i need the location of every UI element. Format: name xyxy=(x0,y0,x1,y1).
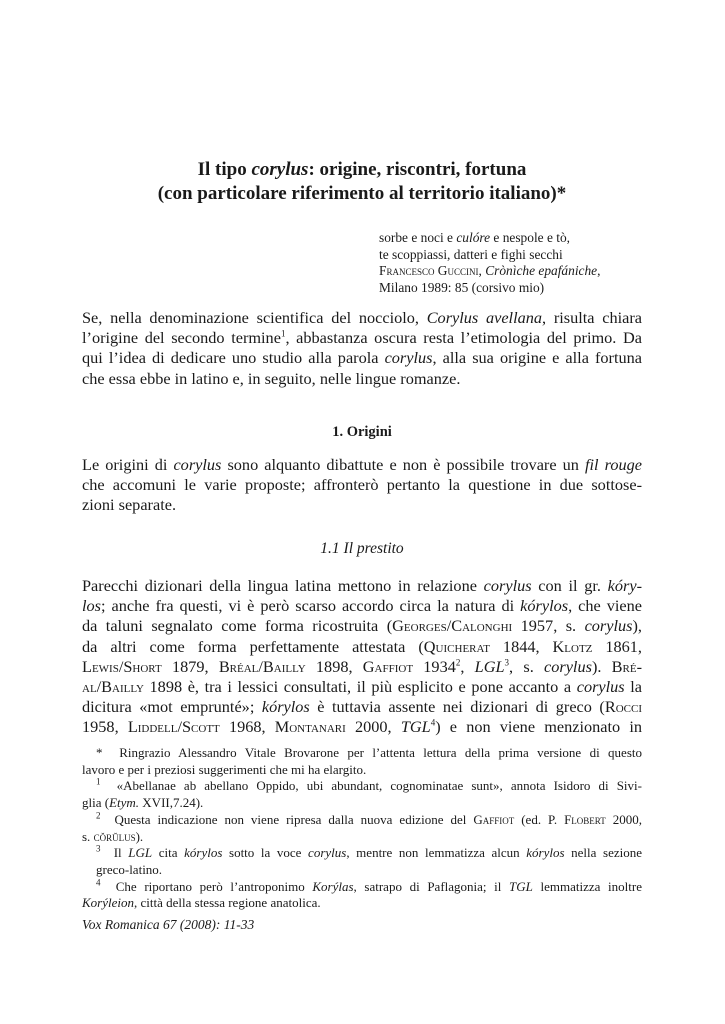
origini-paragraph: Le origini di corylus sono alquanto dibattute e non è possibile trovare un fil rouge che accomuni le varie proposte; affronterò pertanto la questione in due sottose- zioni separate. xyxy=(82,455,642,515)
subsection-heading: 1.1 Il prestito xyxy=(320,540,404,557)
prestito-paragraph: Parecchi dizionari della lingua latina mettono in relazione corylus con il gr. kóry- los; anche fra questi, vi è però scarso accordo circa la natura di kórylos, che viene da taluni segnalato come forma ricostruita (Georges/Calonghi 1957, s. corylus), da altri come forma perfettamente attestata (Quicherat 1844, Klotz 1861, Lewis/Short 1879, Bréal/Bailly 1898, Gaffiot 1934$^2$, LGL$^3$, s. corylus). Bré- al/Bailly 1898 è, tra i lessici consultati, il più esplicito e pone accanto a corylus la dicitura «mot emprunté»; kórylos è tuttavia assente nei dizionari di greco (Rocci 1958, Liddell/Scott 1968, Montanari 2000, TGL$^4$) e non viene menzionato in xyxy=(82,576,643,737)
journal-footer: Vox Romanica 67 (2008): 11-33 xyxy=(82,917,255,932)
footnote-ref[interactable]: 2 xyxy=(455,657,461,668)
epigraph-citation-date: Milano 1989: 85 (corsivo mio) xyxy=(379,279,545,295)
title-line-2: (con particolare riferimento al territorio italiano)* xyxy=(157,183,567,204)
epigraph-line: te scoppiassi, datteri e fighi secchi xyxy=(379,246,563,262)
article-title xyxy=(82,158,642,206)
footnote-star: * Ringrazio Alessandro Vitale Brovarone per l’attenta lettura della prima versione di questo lavoro e per i preziosi suggerimenti che mi ha elargito. xyxy=(82,745,642,777)
epigraph-citation: Francesco Guccini, Crònìche epafániche, xyxy=(379,263,601,278)
footnote-1: $^1$ «Abellanae ab abellano Oppido, ubi abundant, cognominatae sunt», annota Isidoro di Sivi- glia (Etym. XVII,7.24). xyxy=(82,777,642,811)
footnote-ref[interactable]: 3 xyxy=(504,657,510,668)
footnote-3: $^3$ Il LGL cita kórylos sotto la voce corylus, mentre non lemmatizza alcun kórylos nella sezione greco-latino. xyxy=(96,843,643,877)
epigraph-line: sorbe e noci e culóre e nespole e tò, xyxy=(379,230,571,245)
epigraph xyxy=(379,230,649,296)
section-heading: 1. Origini xyxy=(332,424,392,440)
footnote-4: $^4$ Che riportano però l’antroponimo Korýlas, satrapo di Paflagonia; il TGL lemmatizza inoltre Korýleion, città della stessa regione anatolica. xyxy=(82,877,642,911)
footnote-ref[interactable]: 4 xyxy=(430,718,436,728)
footnotes xyxy=(82,745,642,912)
footnote-2: $^2$ Questa indicazione non viene ripresa dalla nuova edizione del Gaffiot (ed. P. Flobert 2000, s. cŏrŭlus). xyxy=(82,810,642,844)
title-line-1: Il tipo corylus: origine, riscontri, fortuna xyxy=(197,159,527,180)
intro-paragraph: Se, nella denominazione scientifica del nocciolo, Corylus avellana, risulta chiara l’origine del secondo termine$^1$, abbastanza oscura resta l’etimologia del primo. Da qui l’idea di dedicare uno studio alla parola corylus, alla sua origine e alla fortuna che essa ebbe in latino e, in seguito, nelle lingue romanze. xyxy=(82,308,642,388)
footnote-ref[interactable]: 1 xyxy=(280,328,286,339)
